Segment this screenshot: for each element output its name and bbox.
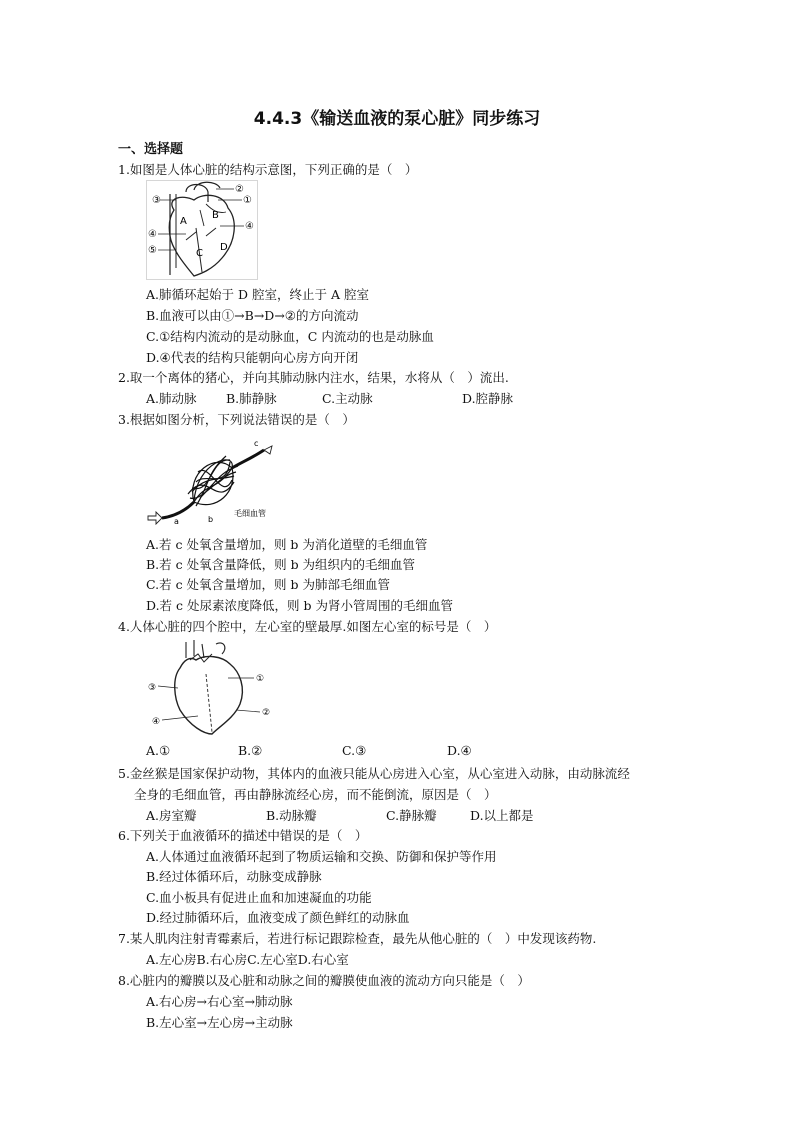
chamber-label-1: ①	[256, 674, 265, 684]
capillary-label-c: c	[254, 439, 259, 448]
question-6-option-b[interactable]: B.经过体循环后，动脉变成静脉	[146, 869, 322, 884]
question-6-option-c[interactable]: C.血小板具有促进止血和加速凝血的功能	[146, 890, 372, 905]
question-2-option-a[interactable]: A.肺动脉	[146, 391, 197, 406]
chamber-label-2: ②	[262, 708, 271, 718]
question-5-option-a[interactable]: A.房室瓣	[146, 808, 197, 823]
question-4-stem: 4.人体心脏的四个腔中，左心室的壁最厚.如图左心室的标号是（ ）	[118, 619, 497, 634]
heart-structure-diagram	[146, 180, 258, 280]
heart-label-3: ③	[152, 195, 161, 206]
question-1-stem: 1.如图是人体心脏的结构示意图，下列正确的是（ ）	[118, 162, 418, 177]
question-8-option-a[interactable]: A.右心房→右心室→肺动脉	[146, 994, 293, 1009]
question-8-option-b[interactable]: B.左心室→左心房→主动脉	[146, 1015, 293, 1030]
heart-label-1: ①	[243, 195, 252, 206]
question-3-stem: 3.根据如图分析，下列说法错误的是（ ）	[118, 412, 355, 427]
question-2-option-d[interactable]: D.腔静脉	[462, 391, 514, 406]
question-5-option-c[interactable]: C.静脉瓣	[386, 808, 437, 823]
question-8-stem: 8.心脏内的瓣膜以及心脏和动脉之间的瓣膜使血液的流动方向只能是（ ）	[118, 973, 530, 988]
question-1-option-d[interactable]: D.④代表的结构只能朝向心房方向开闭	[146, 350, 359, 365]
heart-label-d: D	[220, 242, 228, 253]
heart-label-c: C	[196, 248, 203, 259]
question-4-option-b[interactable]: B.②	[238, 743, 263, 758]
chamber-label-4: ④	[152, 717, 161, 727]
question-2-option-c[interactable]: C.主动脉	[322, 391, 373, 406]
capillary-network-diagram	[146, 432, 276, 528]
question-2-stem: 2.取一个离体的猪心，并向其肺动脉内注水，结果，水将从（ ）流出.	[118, 370, 509, 385]
heart-label-5: ⑤	[148, 245, 157, 256]
question-1-option-c[interactable]: C.①结构内流动的是动脉血，C 内流动的也是动脉血	[146, 329, 434, 344]
question-5-stem-line-1: 5.金丝猴是国家保护动物，其体内的血液只能从心房进入心室，从心室进入动脉，由动脉流经	[118, 766, 630, 781]
heart-label-b: B	[212, 210, 219, 221]
question-2-option-b[interactable]: B.肺静脉	[226, 391, 277, 406]
question-4-option-c[interactable]: C.③	[342, 743, 367, 758]
question-4-option-d[interactable]: D.④	[447, 743, 472, 758]
question-5-stem-line-2: 全身的毛细血管，再由静脉流经心房，而不能倒流，原因是（ ）	[134, 787, 497, 802]
page-title: 4.4.3《输送血液的泵心脏》同步练习	[253, 109, 541, 129]
question-4-option-a[interactable]: A.①	[146, 743, 171, 758]
question-3-option-d[interactable]: D.若 c 处尿素浓度降低，则 b 为肾小管周围的毛细血管	[146, 598, 453, 613]
question-3-option-a[interactable]: A.若 c 处氧含量增加，则 b 为消化道壁的毛细血管	[146, 537, 428, 552]
heart-chambers-diagram	[146, 638, 276, 738]
question-5-option-d[interactable]: D.以上都是	[470, 808, 534, 823]
question-5-option-b[interactable]: B.动脉瓣	[266, 808, 317, 823]
question-6-stem: 6.下列关于血液循环的描述中错误的是（ ）	[118, 828, 368, 843]
question-1-option-a[interactable]: A.肺循环起始于 D 腔室，终止于 A 腔室	[146, 287, 369, 302]
question-6-option-d[interactable]: D.经过肺循环后，血液变成了颜色鲜红的动脉血	[146, 910, 410, 925]
question-7-stem: 7.某人肌肉注射青霉素后，若进行标记跟踪检查，最先从他心脏的（ ）中发现该药物.	[118, 931, 597, 946]
question-7-options[interactable]: A.左心房B.右心房C.左心室D.右心室	[146, 952, 349, 967]
heart-label-2: ②	[235, 184, 244, 195]
capillary-label-text: 毛细血管	[234, 509, 266, 518]
question-6-option-a[interactable]: A.人体通过血液循环起到了物质运输和交换、防御和保护等作用	[146, 849, 497, 864]
chamber-label-3: ③	[148, 683, 157, 693]
question-3-option-b[interactable]: B.若 c 处氧含量降低，则 b 为组织内的毛细血管	[146, 557, 416, 572]
capillary-label-b: b	[208, 515, 214, 524]
section-heading: 一、选择题	[118, 142, 184, 157]
heart-label-4-left: ④	[148, 229, 157, 240]
question-3-option-c[interactable]: C.若 c 处氧含量增加，则 b 为肺部毛细血管	[146, 577, 390, 592]
heart-label-a: A	[180, 216, 187, 227]
heart-label-4-right: ④	[245, 221, 254, 232]
question-1-option-b[interactable]: B.血液可以由①→B→D→②的方向流动	[146, 308, 359, 323]
capillary-label-a: a	[174, 517, 179, 526]
